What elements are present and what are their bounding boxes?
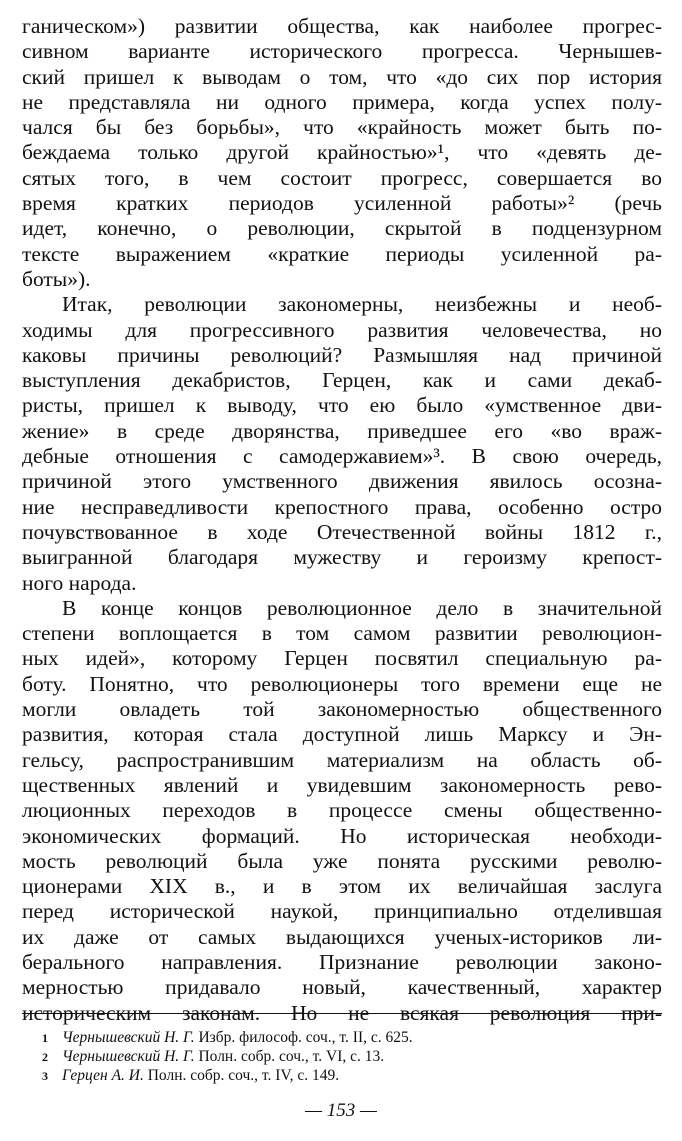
text-line: щественных явлений и увидевшим закономерность рево- (22, 772, 662, 797)
text-line: каковы причины революций? Размышляя над причиной (22, 342, 662, 367)
text-line: ние несправедливости крепостного права, особенно остро (22, 494, 662, 519)
footnote-source: Избр. философ. соч., т. II, с. 625. (194, 1029, 413, 1046)
text-line: не представляла ни одного примера, когда успех полу- (22, 89, 662, 114)
text-line: тексте выражением «краткие периоды усиленной ра- (22, 241, 662, 266)
text-line: берального направления. Признание революции законо- (22, 949, 662, 974)
text-line: гельсу, распространившим материализм на область об- (22, 747, 662, 772)
footnote-author: Чернышевский Н. Г. (62, 1048, 195, 1065)
text-line: чался бы без борьбы», что «крайность может быть по- (22, 115, 662, 140)
text-line: экономических формаций. Но историческая необходи- (22, 823, 662, 848)
text-line: ционерами XIX в., и в этом их величайшая заслуга (22, 874, 662, 899)
text-line: боту. Понятно, что революционеры того времени еще не (22, 671, 662, 696)
footnote-mark: 2 (42, 1050, 48, 1064)
text-line: степени воплощается в том самом развитии революцион- (22, 621, 662, 646)
text-line: выступления декабристов, Герцен, как и сами декаб- (22, 368, 662, 393)
paragraph-start-line: В конце концов революционное дело в значительной (62, 595, 662, 620)
footnote-author: Герцен А. И. (62, 1067, 144, 1084)
text-line: время кратких периодов усиленной работы»² (речь (22, 191, 662, 216)
footnote-source: Полн. собр. соч., т. VI, с. 13. (194, 1048, 385, 1065)
footnote-mark: 3 (42, 1069, 48, 1083)
text-line: выигранной благодаря мужеству и героизму крепост- (22, 545, 662, 570)
text-line: дебные отношения с самодержавием»³. В свою очередь, (22, 444, 662, 469)
footnote-source: Полн. собр. соч., т. IV, с. 149. (143, 1067, 340, 1084)
text-line: боты»). (22, 266, 91, 291)
text-line: историческим законам. Но не всякая революция при- (22, 1000, 662, 1025)
text-line: могли овладеть той закономерностью общественного (22, 697, 662, 722)
footnotes (42, 1028, 662, 1085)
body-text (22, 14, 662, 1026)
text-line: ганическом») развитии общества, как наиболее прогрес- (22, 14, 662, 38)
page-number: — 153 — (305, 1100, 377, 1121)
text-line: сивном варианте исторического прогресса. Чернышев- (22, 39, 662, 64)
text-line: ристы, пришел к выводу, что ею было «умственное дви- (22, 393, 662, 418)
text-line: беждаема только другой крайностью»¹, что «девять де- (22, 140, 662, 165)
text-line: люционных переходов в процессе смены общественно- (22, 798, 662, 823)
text-line: перед исторической наукой, принципиально отделившая (22, 899, 662, 924)
text-line: их даже от самых выдающихся ученых-историков ли- (22, 924, 662, 949)
text-line: причиной этого умственного движения явилось осозна- (22, 469, 662, 494)
text-line: ходимы для прогрессивного развития человечества, но (22, 317, 662, 342)
text-line: сятых того, в чем состоит прогресс, совершается во (22, 165, 662, 190)
footnote-divider (22, 1013, 662, 1014)
text-line: почувствованное в ходе Отечественной войны 1812 г., (22, 519, 662, 544)
paragraph-start-line: Итак, революции закономерны, неизбежны и необ- (62, 292, 662, 317)
text-line: ных идей», которому Герцен посвятил специальную ра- (22, 646, 662, 671)
footnote-mark: 1 (42, 1031, 48, 1045)
text-line: мость революций была уже понята русскими револю- (22, 848, 662, 873)
text-line: идет, конечно, о революции, скрытой в подцензурном (22, 216, 662, 241)
footnote (42, 1066, 662, 1085)
text-line: мерностью придавало новый, качественный, характер (22, 975, 662, 1000)
footnote (42, 1028, 662, 1047)
text-line: ский пришел к выводам о том, что «до сих пор история (22, 64, 662, 89)
text-line: ного народа. (22, 570, 137, 595)
text-line: жение» в среде дворянства, приведшее его «во враж- (22, 418, 662, 443)
text-line: развития, которая стала доступной лишь Марксу и Эн- (22, 722, 662, 747)
footnote (42, 1047, 662, 1066)
footnote-author: Чернышевский Н. Г. (62, 1029, 195, 1046)
